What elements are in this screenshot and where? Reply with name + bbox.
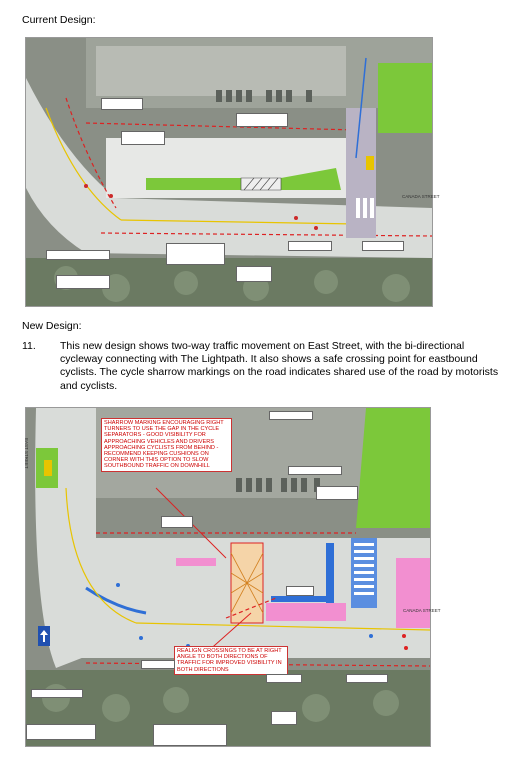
current-design-heading: Current Design:	[22, 14, 96, 26]
new-callout-6	[141, 660, 175, 669]
new-callout-7	[266, 674, 302, 683]
new-callout-9	[31, 689, 83, 698]
east-street-label: EAST STREET	[24, 438, 29, 469]
new-callout-11	[153, 724, 227, 746]
current-callout-9	[362, 241, 404, 251]
canada-street-label-new: CANADA STREET	[403, 608, 441, 613]
canada-street-label-current: CANADA STREET	[402, 194, 440, 199]
current-callout-5	[46, 250, 110, 260]
current-callout-8	[288, 241, 332, 251]
new-design-figure	[24, 407, 441, 747]
new-callout-5	[286, 586, 314, 596]
paragraph-number: 11.	[22, 340, 36, 352]
new-callout-2	[288, 466, 342, 475]
new-callout-3	[316, 486, 358, 500]
current-callout-1	[101, 98, 143, 110]
current-callout-4	[166, 243, 225, 265]
realign-crossings-note: REALIGN CROSSINGS TO BE AT RIGHT ANGLE TO BOTH DIRECTIONS OF TRAFFIC FOR IMPROVED VISIBILITY IN BOTH DIRECTIONS	[174, 646, 288, 675]
new-callout-10	[26, 724, 96, 740]
new-callout-1	[269, 411, 313, 420]
current-design-plan	[26, 38, 432, 306]
current-callout-2	[121, 131, 165, 145]
new-callout-4	[161, 516, 193, 528]
new-callout-12	[271, 711, 297, 725]
paragraph-text: This new design shows two-way traffic movement on East Street, with the bi-directional cycleway connecting with The Lightpath. It also shows a safe crossing point for eastbound cyclists. The cycle sharrow markings on the road indicates shared use of the road by motorists and cyclists.	[60, 340, 499, 392]
current-callout-6	[56, 275, 110, 289]
current-callout-3	[236, 113, 288, 127]
current-design-figure	[25, 37, 440, 307]
new-design-heading: New Design:	[22, 320, 82, 332]
sharrow-marking-note: SHARROW MARKING ENCOURAGING RIGHT TURNERS TO USE THE GAP IN THE CYCLE SEPARATORS - GOOD VISIBILITY FOR APPROACHING VEHICLES AND DRIVERS APPROACHING CYCLISTS FROM BEHIND - RECOMMEND KEEPING CUSHIONS ON CORNER WITH THIS OPTION TO SLOW SOUTHBOUND TRAFFIC ON DOWNHILL	[101, 418, 232, 472]
new-callout-8	[346, 674, 388, 683]
current-callout-7	[236, 266, 272, 282]
